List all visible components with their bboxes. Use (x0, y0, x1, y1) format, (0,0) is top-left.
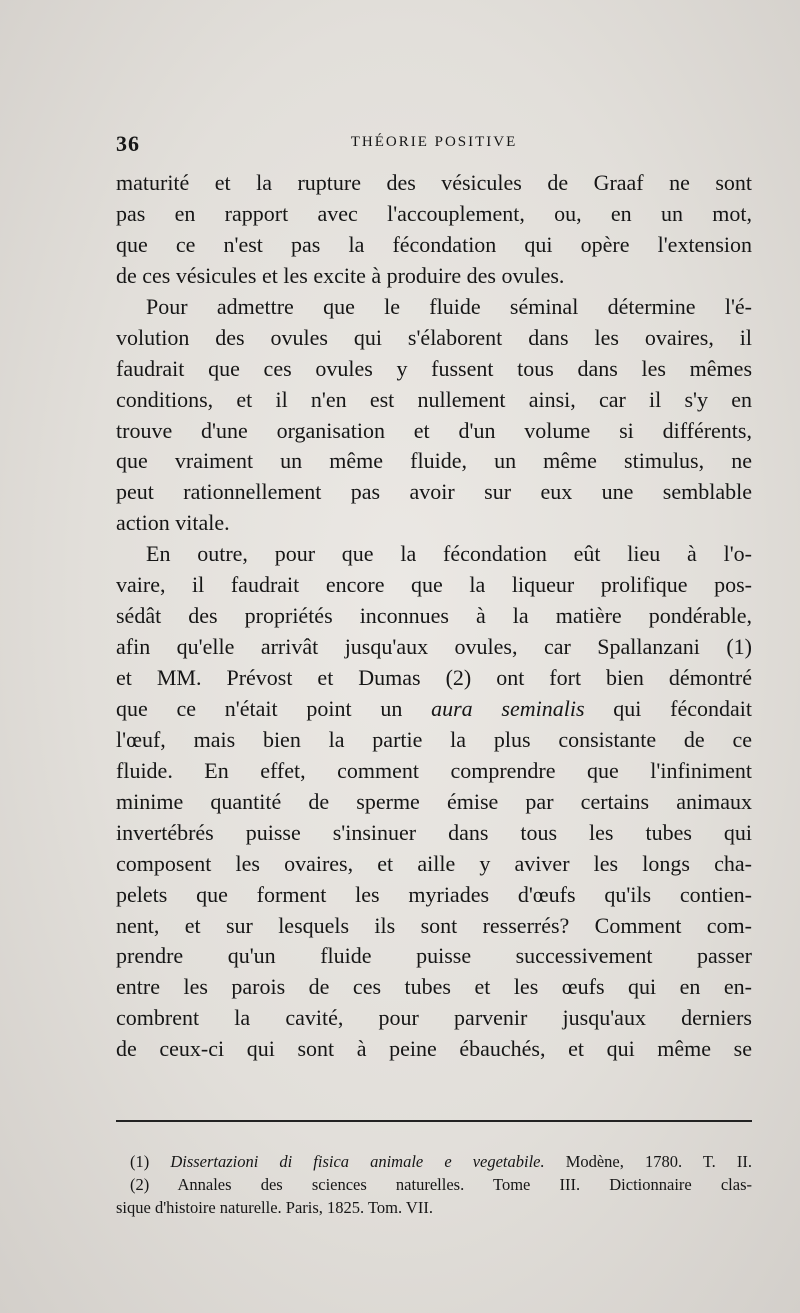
text-line: afin qu'elle arrivât jusqu'aux ovules, car Spallanzani (1) (116, 634, 752, 660)
text-line: volution des ovules qui s'élaborent dans les ovaires, il (116, 324, 752, 350)
text-line: et MM. Prévost et Dumas (2) ont fort bien démontré (116, 665, 752, 690)
text-line: nent, et sur lesquels ils sont resserrés? Comment com- (116, 912, 752, 938)
text-line: l'œuf, mais bien la partie la plus consistante de ce (116, 726, 752, 752)
footnotes (116, 1150, 752, 1219)
paragraph-start-line: En outre, pour que la fécondation eût lieu à l'o- (146, 541, 752, 567)
footnote-text: Modène, 1780. T. II. (565, 1152, 752, 1171)
footnote-marker: (1) (130, 1152, 150, 1171)
footnote-1 (116, 1150, 752, 1173)
italic-phrase: aura seminalis (431, 695, 585, 721)
text-line: maturité et la rupture des vésicules de Graaf ne sont (116, 170, 752, 195)
text-line: entre les parois de ces tubes et les œufs qui en en- (116, 974, 752, 1000)
running-title: THÉORIE POSITIVE (350, 134, 518, 150)
text-line: combrent la cavité, pour parvenir jusqu'aux derniers (116, 1005, 752, 1031)
footnote-title: Dissertazioni di fisica animale e vegetabile. (170, 1152, 545, 1171)
text-segment: qui fécondait (613, 695, 752, 721)
text-line: pelets que forment les myriades d'œufs qu'ils contien- (116, 881, 752, 907)
paragraph-start-line: Pour admettre que le fluide séminal détermine l'é- (146, 293, 752, 319)
footnote-2-continuation: sique d'histoire naturelle. Paris, 1825. Tom. VII. (116, 1198, 433, 1217)
footnote-text: Annales des sciences naturelles. Tome III. Dictionnaire clas- (177, 1175, 752, 1194)
text-line: peut rationnellement pas avoir sur eux une semblable (116, 479, 752, 505)
text-line: vaire, il faudrait encore que la liqueur prolifique pos- (116, 572, 752, 598)
text-line: invertébrés puisse s'insinuer dans tous les tubes qui (116, 819, 752, 845)
body-text (116, 168, 752, 1065)
text-line: pas en rapport avec l'accouplement, ou, en un mot, (116, 200, 752, 226)
text-segment: que ce n'était point un (116, 695, 403, 721)
page-header (116, 131, 752, 161)
text-line: composent les ovaires, et aille y aviver les longs cha- (116, 850, 752, 876)
text-line: minime quantité de sperme émise par certains animaux (116, 788, 752, 814)
text-line: trouve d'une organisation et d'un volume si différents, (116, 417, 752, 443)
text-line: conditions, et il n'en est nullement ainsi, car il s'y en (116, 386, 752, 412)
text-line: de ceux-ci qui sont à peine ébauchés, et qui même se (116, 1036, 752, 1062)
text-line: que vraiment un même fluide, un même stimulus, ne (116, 448, 752, 474)
text-line: faudrait que ces ovules y fussent tous dans les mêmes (116, 355, 752, 381)
footnote-2 (116, 1173, 752, 1196)
page-number: 36 (116, 131, 140, 156)
text-line: que ce n'est pas la fécondation qui opère l'extension (116, 231, 752, 257)
footnote-divider (116, 1120, 752, 1122)
text-line: sédât des propriétés inconnues à la matière pondérable, (116, 603, 752, 629)
text-line: action vitale. (116, 510, 230, 536)
text-line: de ces vésicules et les excite à produire des ovules. (116, 262, 565, 288)
text-line-with-italic (116, 694, 752, 725)
footnote-marker: (2) (130, 1175, 150, 1194)
text-line: fluide. En effet, comment comprendre que l'infiniment (116, 757, 752, 783)
text-line: prendre qu'un fluide puisse successivement passer (116, 943, 752, 969)
